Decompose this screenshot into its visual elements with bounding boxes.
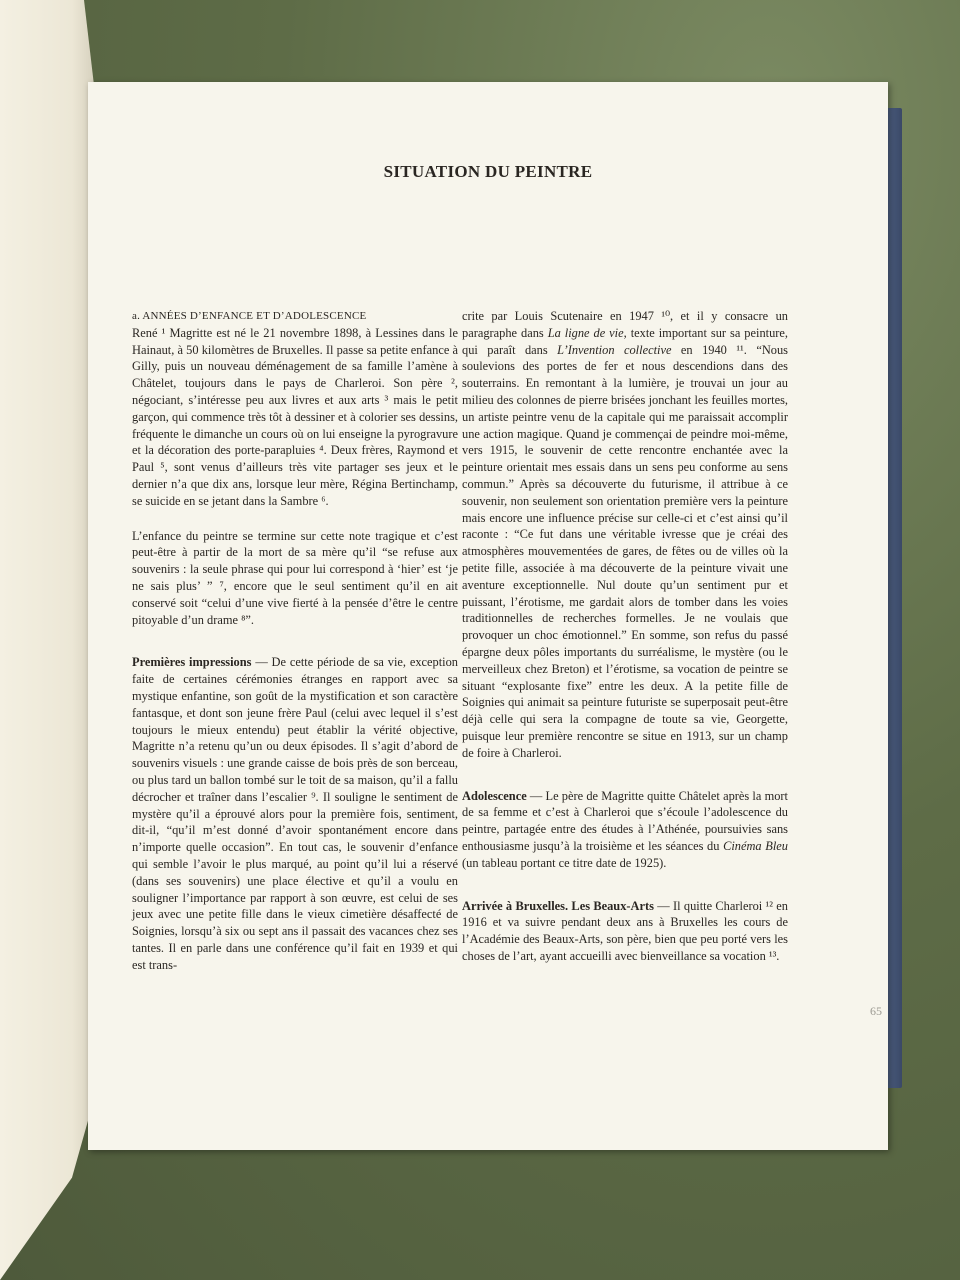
paragraph-childhood: René ¹ Magritte est né le 21 novembre 1898, à Lessines dans le Hainaut, à 50 kilomètres de Bruxelles. Il passe sa petite enfance à Gilly, puis un nouveau déménagement de sa famille l’amène à Châtelet, toujours dans le pays de Charleroi. Son père ², négociant, s’intéresse peu aux livres et aux arts ³ mais le petit garçon, qui commence très tôt à dessiner et à colorier ses dessins, fréquente le dimanche un cours où on lui enseigne la pyrogravure et la décoration des porte-parapluies ⁴. Deux frères, Raymond et Paul ⁵, sont venus d’ailleurs très vite partager ses jeux et le dernier n’a que dix ans, lorsque leur mère, Régina Bertinchamp, se suicide en se jetant dans la Sambre ⁶. bbox=[132, 325, 458, 508]
paragraph-first-impressions-text: — De cette période de sa vie, exception faite de certaines cérémonies étranges en rapport avec sa mystique enfantine, son goût de la mystification et son caractère fantasque, et dont son jeune frère Paul (celui avec lequel il s’est toujours le mieux entendu) peut établir la vérité objective, Magritte n’a retenu qu’un ou deux épisodes. Il s’agit d’abord de souvenirs visuels : une grande caisse de bois près de son berceau, ou plus tard un ballon tombé sur le toit de sa maison, qu’il a fallu décrocher et traîner dans l’escalier ⁹. Il souligne le sentiment de mystère qu’il a éprouvé alors pour la première fois, sentiment, dit-il, “qu’il m’est donné d’avoir spontanément encore dans n’importe quelle occasion”. En tout cas, le souvenir d’enfance qui semble l’avoir le plus marqué, au point qu’il lui a réservé (dans ses souvenirs) une place élective et qu’il a voulu en souligner l’importance par rapport à son œuvre, est celui de ses jeux avec une petite fille dans le vieux cimetière désaffecté de Soignies, lorsqu’à six ou sept ans il passait des vacances chez ses tantes. Il en parle dans une conférence qu’il fait en 1939 et qui est trans- bbox=[132, 655, 459, 972]
runin-heading-brussels: Arrivée à Bruxelles. Les Beaux-Arts bbox=[462, 898, 654, 913]
text-column-left bbox=[132, 308, 458, 973]
text-run: crite par Louis Scutenaire en 1947 ¹⁰, et il y consacre un paragraphe dans bbox=[462, 309, 788, 340]
text-run: — Le père de Magritte quitte Châtelet après la mort de sa femme et c’est à Charleroi que s’écoule l’adolescence du peintre, partagée entre des études à l’Athénée, poursuivies sans enthousiasme jusqu’à la troisième et les séances du bbox=[462, 788, 788, 853]
book-page bbox=[88, 82, 888, 1150]
text-run: texte important sur sa peinture, qui paraît dans bbox=[462, 325, 788, 357]
paragraph-brussels bbox=[462, 898, 788, 965]
text-run: en 1940 ¹¹. “Nous soulevions des portes de fer et nous descendions dans des souterrains. En remontant à la lumière, je trouvai un jour au milieu des colonnes de pierre brisées jonchant les feuilles mortes, un artiste peintre venu de la capitale qui me paraissait accomplir une action magique. Quand je commençai de peindre moi-même, vers 1915, le souvenir de cette rencontre enchantée avec la peinture orientait mes essais dans un sens peu conforme au sens commun.” Après sa découverte du futurisme, il attribue à ce souvenir, non seulement son orientation première vers la peinture mais encore une influence précise sur celle-ci et c’est ainsi qu’il raconte : “Ce fut dans une véritable ivresse que je créai des atmosphères mouvementées de gares, de fêtes ou de villes où la petite fille, associée à ma découverte de la peinture vivait une aventure exceptionnelle. Nul doute qu’un sentiment pur et puissant, l’érotisme, me gardait alors de tomber dans les voies traditionnelles de recherches formelles. Je ne voulais que provoquer un choc émotionnel.” En somme, son refus du passé épargne deux pôles importants du surréalisme, le mystère (ou le merveilleux chez Breton) et l’érotisme, sa vocation de peintre se situant “explosante fixe” entre les deux. A la petite fille de Soignies qui animait sa peinture futuriste se superposait peut-être déjà celle qui sera la compagne de toute sa vie, Georgette, puisque leur première rencontre se situe en 1913, sur un champ de foire à Charleroi. bbox=[462, 342, 788, 760]
paragraph-brussels-text: — Il quitte Charleroi ¹² en 1916 et va suivre pendant deux ans à Bruxelles les cours de l’Académie des Beaux-Arts, son père, bien que peu porté vers les choses de l’art, ayant accueilli avec bienveillance sa vocation ¹³. bbox=[462, 898, 788, 963]
runin-heading-adolescence: Adolescence bbox=[462, 788, 527, 803]
runin-heading-first-impressions: Premières impressions bbox=[132, 655, 252, 670]
text-column-right bbox=[462, 308, 788, 965]
paragraph-first-impressions bbox=[132, 654, 458, 973]
paragraph-continuation bbox=[462, 308, 788, 762]
italic-title-invention-collective: L’Invention collective bbox=[557, 342, 672, 357]
paragraph-end-of-childhood: L’enfance du peintre se termine sur cette note tragique et c’est peut-être à partir de la mort de sa mère qu’il “se refuse aux souvenirs : la seule phrase qui pour lui correspond à ‘hier’ est ‘je ne sais plus’ ” ⁷, encore que le seul sentiment qu’il en ait conservé soit “celui d’une vive fierté à la pensée d’être le centre pitoyable d’un drame ⁸”. bbox=[132, 528, 458, 627]
page-title: SITUATION DU PEINTRE bbox=[383, 162, 593, 181]
paragraph-adolescence bbox=[462, 788, 788, 872]
italic-title-ligne-de-vie: La ligne de vie, bbox=[547, 325, 627, 340]
text-run: (un tableau portant ce titre date de 1925). bbox=[462, 855, 667, 870]
page-number: 65 bbox=[870, 1004, 882, 1018]
italic-title-cinema-bleu: Cinéma Bleu bbox=[723, 838, 788, 853]
section-heading: a. ANNÉES D’ENFANCE ET D’ADOLESCENCE bbox=[132, 310, 367, 322]
